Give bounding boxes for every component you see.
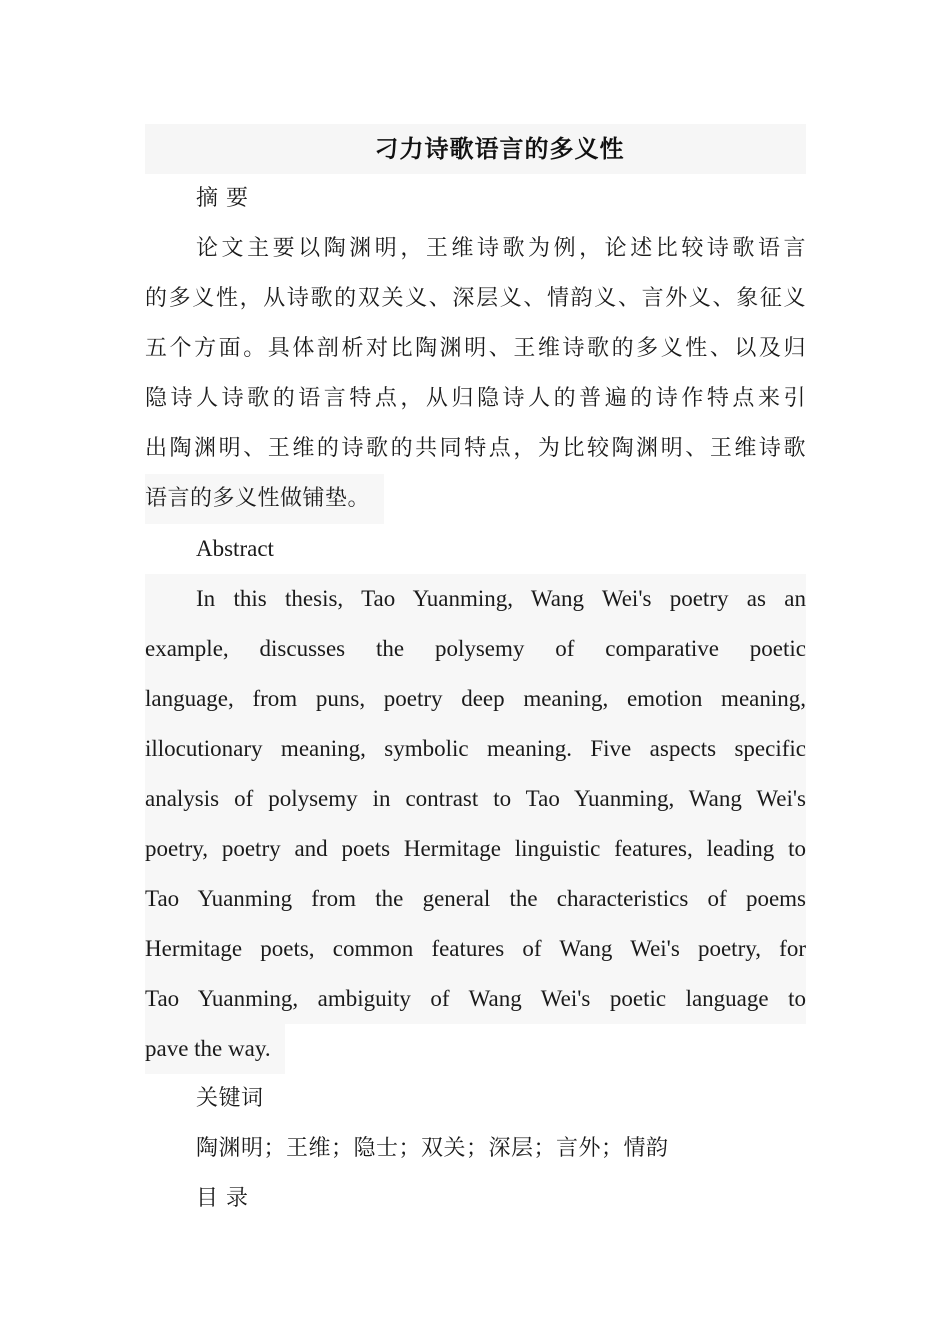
- abstract-cn-line-last: [145, 474, 806, 524]
- abstract-en-line: Tao Yuanming, ambiguity of Wang Wei's poetic language to: [145, 974, 806, 1024]
- abstract-cn-line: 五个方面。具体剖析对比陶渊明、王维诗歌的多义性、以及归: [145, 336, 806, 361]
- abstract-en-line: illocutionary meaning, symbolic meaning. Five aspects specific: [145, 724, 806, 774]
- document-page: [145, 124, 806, 1224]
- keywords-list: 陶渊明；王维；隐士；双关；深层；言外；情韵: [196, 1136, 669, 1161]
- document-title: 刁力诗歌语言的多义性: [145, 124, 806, 174]
- abstract-en-heading: Abstract: [196, 536, 274, 561]
- abstract-en-line: poetry, poetry and poets Hermitage linguistic features, leading to: [145, 824, 806, 874]
- toc-heading: 目 录: [196, 1186, 249, 1211]
- abstract-cn-line: 的多义性，从诗歌的双关义、深层义、情韵义、言外义、象征义: [145, 286, 806, 311]
- abstract-cn-body: [145, 224, 806, 524]
- abstract-cn-line: 出陶渊明、王维的诗歌的共同特点，为比较陶渊明、王维诗歌: [145, 436, 806, 461]
- abstract-en-body: [145, 574, 806, 1074]
- abstract-cn-line: 语言的多义性做铺垫。: [145, 474, 384, 524]
- abstract-en-line: Tao Yuanming from the general the characteristics of poems: [145, 874, 806, 924]
- abstract-en-line-last: [145, 1024, 806, 1074]
- abstract-en-line: pave the way.: [145, 1024, 285, 1074]
- abstract-en-line: In this thesis, Tao Yuanming, Wang Wei's poetry as an: [145, 574, 806, 624]
- abstract-en-line: Hermitage poets, common features of Wang Wei's poetry, for: [145, 924, 806, 974]
- abstract-en-line: analysis of polysemy in contrast to Tao Yuanming, Wang Wei's: [145, 774, 806, 824]
- abstract-cn-heading: 摘 要: [196, 186, 249, 211]
- abstract-cn-line: 隐诗人诗歌的语言特点，从归隐诗人的普遍的诗作特点来引: [145, 386, 806, 411]
- abstract-cn-line: 论文主要以陶渊明，王维诗歌为例，论述比较诗歌语言: [196, 236, 806, 261]
- keywords-heading: 关键词: [196, 1086, 264, 1111]
- abstract-en-line: language, from puns, poetry deep meaning, emotion meaning,: [145, 674, 806, 724]
- abstract-en-line: example, discusses the polysemy of comparative poetic: [145, 624, 806, 674]
